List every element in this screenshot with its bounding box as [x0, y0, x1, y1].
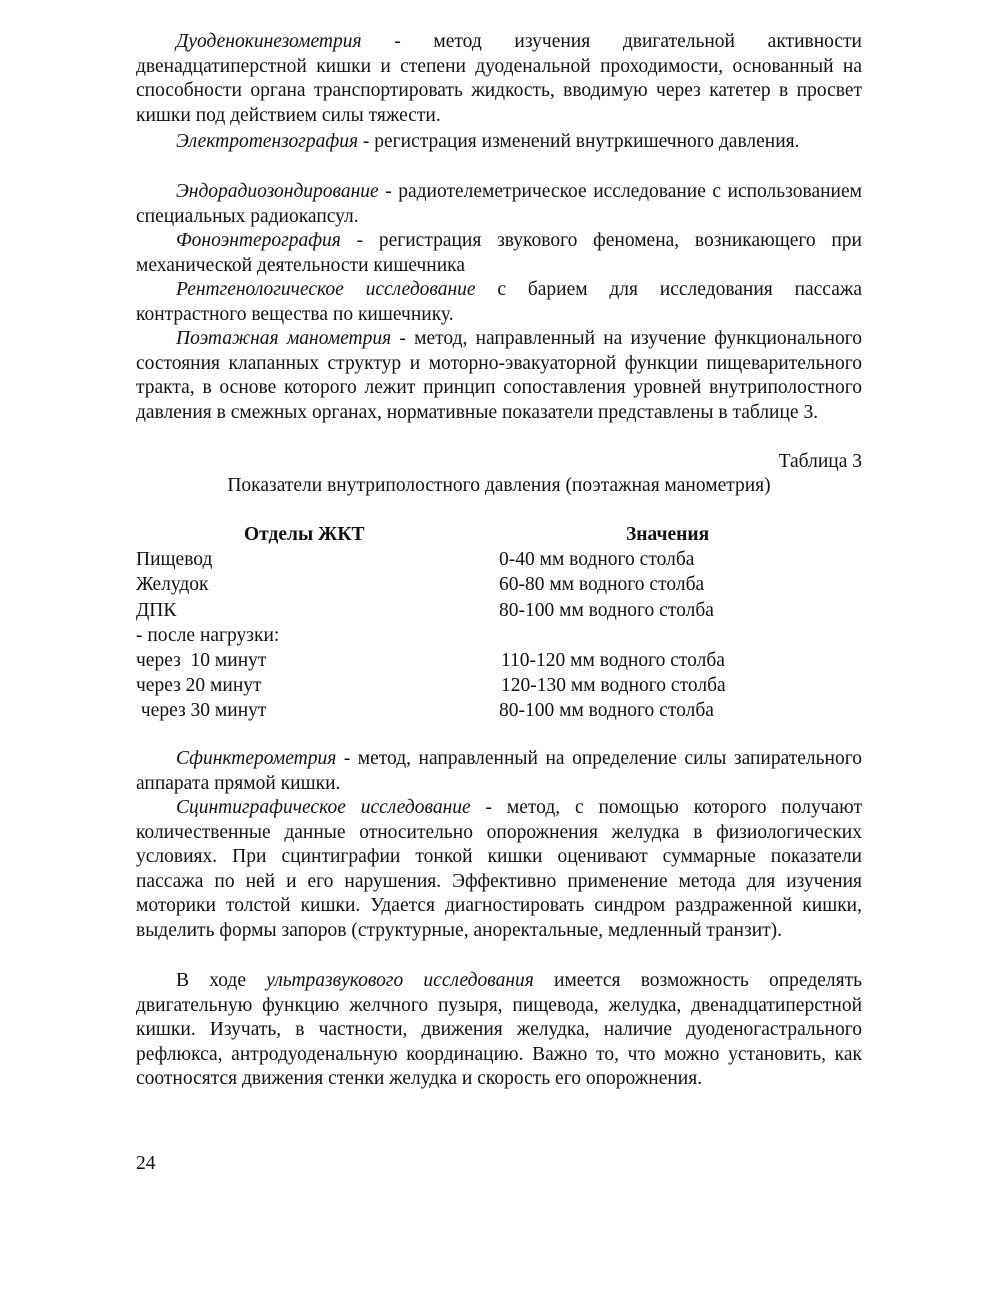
- row-section: - после нагрузки:: [136, 624, 280, 646]
- table-row: [136, 698, 862, 723]
- table-row: [136, 598, 862, 623]
- term: Дуоденокинезометрия: [176, 31, 362, 52]
- page-number: 24: [136, 1153, 156, 1174]
- paragraph-uzi: [136, 969, 862, 1092]
- paragraph-scintigrafia: [136, 796, 862, 944]
- table-row: [136, 572, 862, 597]
- definition: имеется возможность определять двигательную функцию желчного пузыря, пищевода, желудка, двенадцатиперстной кишки. Изучать, в частности, движения желудка, наличие дуоденогастрального рефлюкса, антродуоденальную координацию. Важно то, что можно установить, как соотносятся движения стенки желудка и скорость его опорожнения.: [136, 970, 863, 1090]
- paragraph-endoradiozondirovanie: [136, 180, 862, 229]
- row-value: 120-130 мм водного столба: [501, 675, 726, 697]
- term: Сфинктерометрия: [176, 748, 337, 769]
- table-title: Показатели внутриполостного давления (поэтажная манометрия): [227, 475, 771, 496]
- row-section: Пищевод: [136, 549, 213, 571]
- table-row: [136, 648, 862, 673]
- table-row: [136, 673, 862, 698]
- definition: - радиотелеметрическое исследование с использованием специальных радиокапсул.: [136, 181, 862, 227]
- row-value: 0-40 мм водного столба: [499, 549, 695, 571]
- row-section: через 10 минут: [136, 649, 267, 671]
- term: Фоноэнтерография: [176, 230, 341, 251]
- paragraph-lead: В ходе: [176, 970, 267, 991]
- term: Сцинтиграфическое исследование: [176, 797, 471, 818]
- definition: - метод, с помощью которого получают количественные данные относительно опорожнения желудка в физиологических условиях. При сцинтиграфии тонкой кишки оценивают суммарные показатели пассажа по ней и его нарушения. Эффективно применение метода для изучения моторики толстой кишки. Удается диагностировать синдром раздраженной кишки, выделить формы запоров (структурные, аноректальные, медленный транзит).: [136, 797, 862, 941]
- paragraph-fonoenterografia: [136, 229, 862, 278]
- paragraph-elektrotenzografia: [136, 130, 862, 155]
- row-section: через 20 минут: [136, 675, 262, 697]
- row-section: Желудок: [136, 574, 209, 596]
- term: Рентгенологическое исследование: [176, 279, 476, 300]
- table-row: [136, 547, 862, 572]
- table-row: [136, 623, 862, 648]
- paragraph-sfinkterometria: [136, 747, 862, 796]
- definition: с барием для исследования пассажа контрастного вещества по кишечнику.: [136, 279, 862, 325]
- header-values: Значения: [626, 524, 710, 545]
- term: Электротензография: [176, 131, 359, 152]
- term: Эндорадиозондирование: [176, 181, 379, 202]
- paragraph-duodenokinezometria: [136, 30, 862, 128]
- header-sections: Отделы ЖКТ: [244, 524, 365, 545]
- row-section: через 30 минут: [136, 700, 267, 722]
- definition: - метод, направленный на определение силы запирательного аппарата прямой кишки.: [136, 748, 862, 794]
- definition: - метод изучения двигательной активности двенадцатиперстной кишки и степени дуоденальной проходимости, основанный на способности органа транспортировать жидкость, вводимую через катетер в просвет кишки под действием силы тяжести.: [136, 31, 862, 126]
- pressure-table: [136, 522, 862, 724]
- row-section: ДПК: [136, 599, 177, 621]
- row-value: 80-100 мм водного столба: [499, 599, 714, 621]
- term: ультразвукового исследования: [266, 970, 534, 991]
- paragraph-poetazhnaya-manometria: [136, 327, 862, 425]
- table-number: Таблица 3: [778, 451, 862, 472]
- row-value: 110-120 мм водного столба: [501, 649, 725, 671]
- definition: - метод, направленный на изучение функционального состояния клапанных структур и моторно-эвакуаторной функции пищеварительного тракта, в основе которого лежит принцип сопоставления уровней внутриполостного давления в смежных органах, нормативные показатели представлены в таблице 3.: [136, 328, 862, 423]
- definition: - регистрация звукового феномена, возникающего при механической деятельности кишечника: [136, 230, 862, 276]
- row-value: 60-80 мм водного столба: [499, 574, 705, 596]
- term: Поэтажная манометрия: [176, 328, 392, 349]
- paragraph-rentgen: [136, 278, 862, 327]
- row-value: 80-100 мм водного столба: [499, 700, 714, 722]
- definition: - регистрация изменений внутркишечного давления.: [358, 131, 800, 152]
- table-header-row: [136, 522, 862, 547]
